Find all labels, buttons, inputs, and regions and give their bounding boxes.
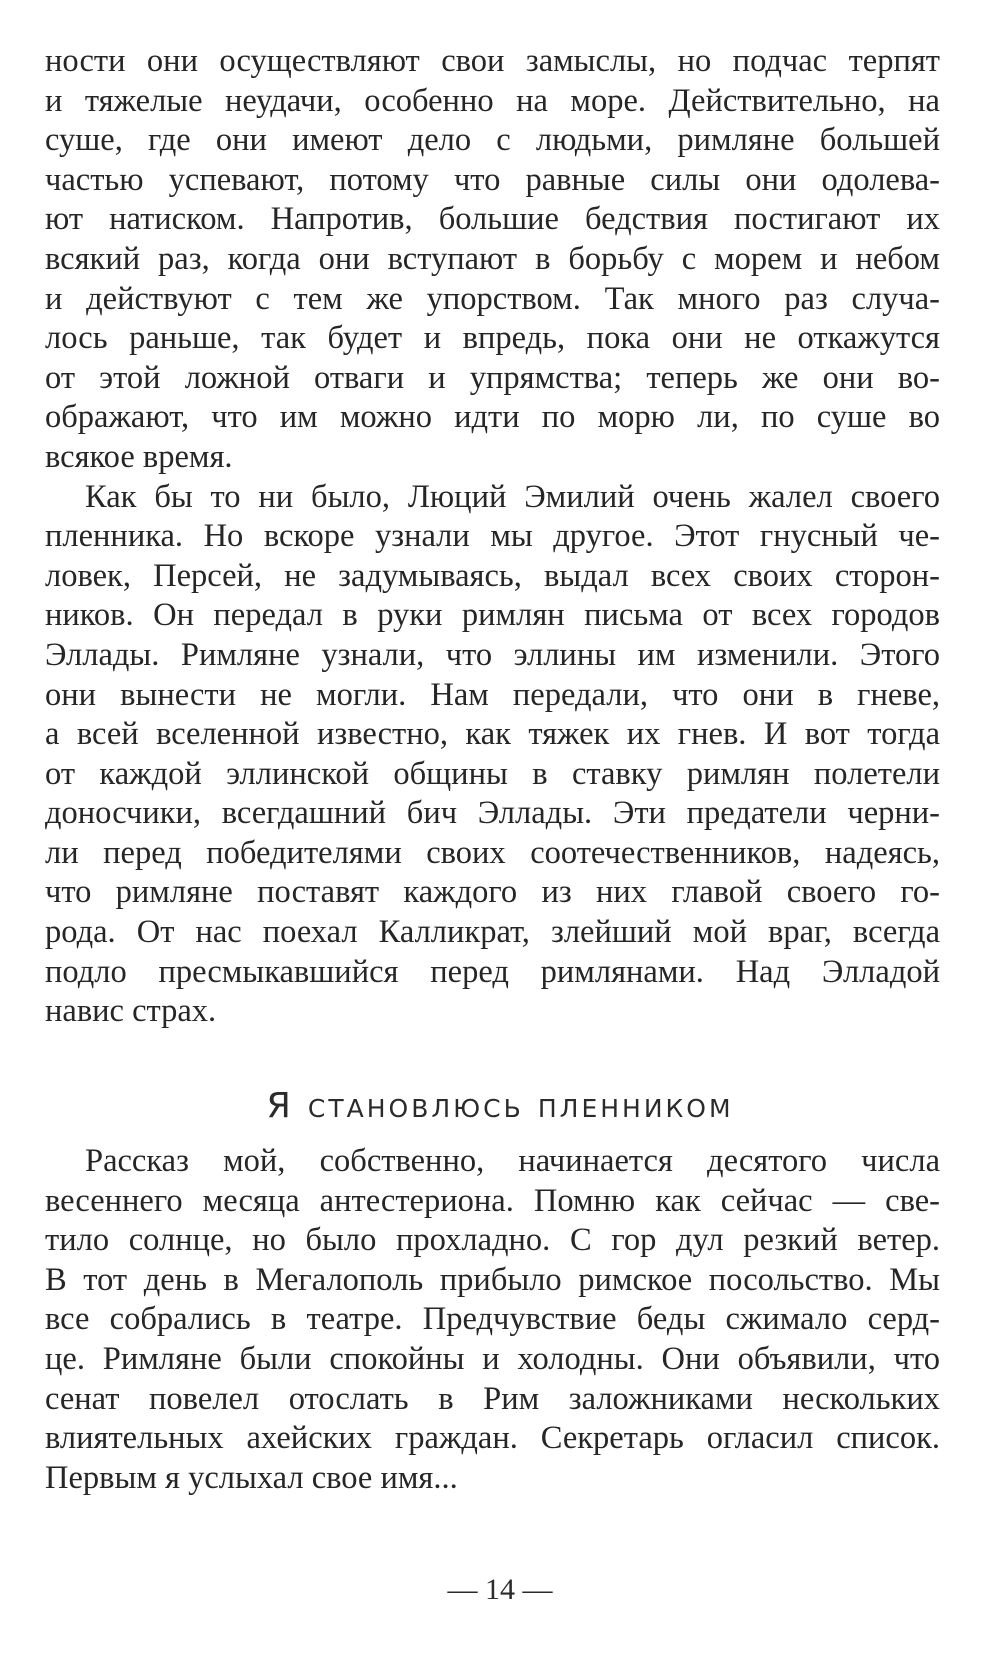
text-line: сенат повелел отослать в Рим заложниками нескольких <box>45 1380 940 1417</box>
text-line: рода. От нас поехал Калликрат, злейший мой враг, всегда <box>45 914 940 951</box>
text-line: весеннего месяца антестериона. Помню как сейчас — све- <box>45 1182 940 1219</box>
text-line: Как бы то ни было, Люций Эмилий очень жалел своего <box>85 478 940 515</box>
text-line: ности они осуществляют свои замыслы, но подчас терпят <box>45 43 940 79</box>
text-line: ображают, что им можно идти по морю ли, по суше во <box>45 399 940 436</box>
text-line: они вынести не могли. Нам передали, что они в гневе, <box>45 676 940 713</box>
text-line: а всей вселенной известно, как тяжек их гнев. И вот тогда <box>45 716 940 753</box>
paragraph-3 <box>45 1142 940 1498</box>
paragraph-2 <box>45 478 940 1032</box>
paragraph-1 <box>45 42 940 478</box>
text-line: це. Римляне были спокойны и холодны. Они объявили, что <box>45 1340 940 1377</box>
text-line: навис страх. <box>45 993 217 1030</box>
text-line: доносчики, всегдашний бич Эллады. Эти предатели черни- <box>45 795 940 832</box>
text-line: ли перед победителями своих соотечественников, надеясь, <box>45 834 940 871</box>
text-line: тило солнце, но было прохладно. С гор дул резкий ветер. <box>45 1222 940 1259</box>
text-line: суше, где они имеют дело с людьми, римляне большей <box>45 122 940 159</box>
text-line: что римляне поставят каждого из них главой своего го- <box>45 874 940 911</box>
text-line: ют натиском. Напротив, большие бедствия постигают их <box>45 201 940 238</box>
text-line: и действуют с тем же упорством. Так много раз случа- <box>45 280 940 317</box>
text-line: все собрались в театре. Предчувствие беды сжимало серд- <box>45 1301 940 1338</box>
text-line: Первым я услыхал свое имя... <box>45 1459 458 1496</box>
text-line: и тяжелые неудачи, особенно на море. Действительно, на <box>45 82 940 119</box>
text-line: пленника. Но вскоре узнали мы другое. Этот гнусный че- <box>45 518 940 555</box>
chapter-title: Я становлюсь пленником <box>266 1086 734 1127</box>
text-line: всякий раз, когда они вступают в борьбу с морем и небом <box>45 240 940 277</box>
text-line: Эллады. Римляне узнали, что эллины им изменили. Этого <box>45 636 940 673</box>
chapter-text-block <box>45 1142 940 1498</box>
text-line: Рассказ мой, собственно, начинается десятого числа <box>85 1143 940 1179</box>
text-line: В тот день в Мегалополь прибыло римское посольство. Мы <box>45 1261 940 1298</box>
text-line: влиятельных ахейских граждан. Секретарь огласил список. <box>45 1420 940 1457</box>
text-line: ников. Он передал в руки римлян письма от всех городов <box>45 597 940 634</box>
text-line: от каждой эллинской общины в ставку римлян полетели <box>45 755 940 792</box>
text-line: частью успевают, потому что равные силы они одолева- <box>45 161 940 198</box>
main-text-block <box>45 42 940 1032</box>
text-line: всякое время. <box>45 438 233 475</box>
text-line: лось раньше, так будет и впредь, пока они не откажутся <box>45 320 940 357</box>
text-line: ловек, Персей, не задумываясь, выдал всех своих сторон- <box>45 557 940 594</box>
text-line: подло пресмыкавшийся перед римлянами. Над Элладой <box>45 953 940 990</box>
page-number: — 14 — <box>447 1573 553 1606</box>
text-line: от этой ложной отваги и упрямства; теперь же они во- <box>45 359 940 396</box>
